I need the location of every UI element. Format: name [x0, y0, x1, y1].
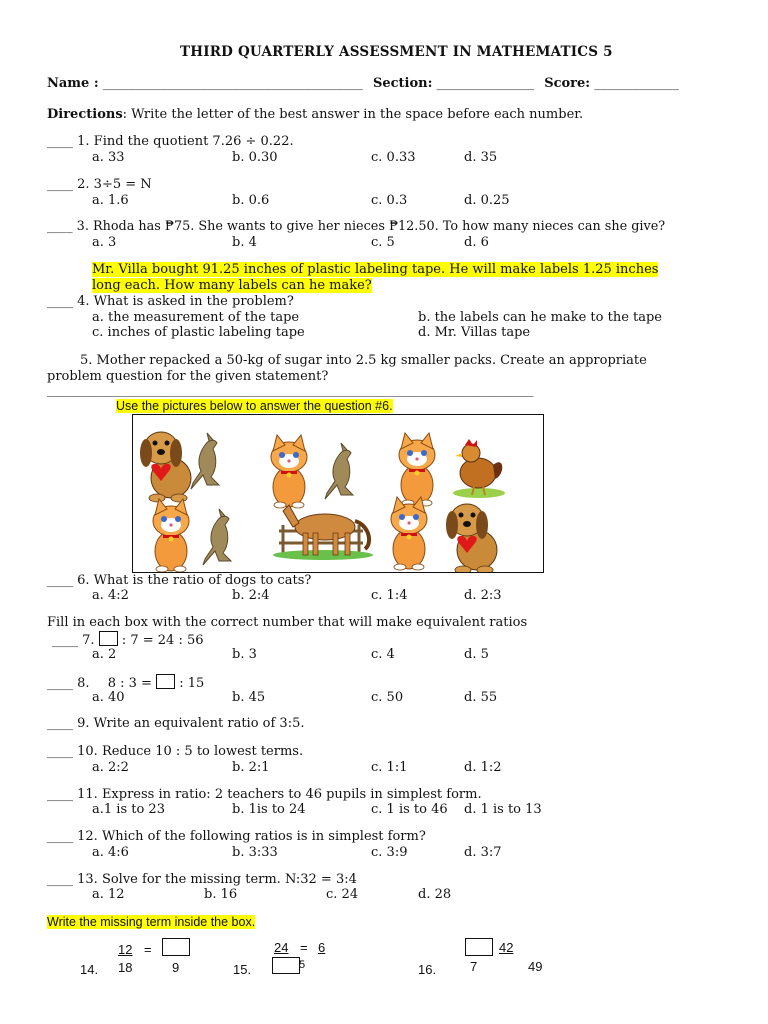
- question-text: 11. Express in ratio: 2 teachers to 46 pupils in simplest form.: [77, 787, 482, 802]
- q13-choice-b: b. 16: [204, 887, 238, 902]
- q15-equals: =: [300, 940, 308, 955]
- answer-blank[interactable]: ____: [47, 716, 73, 731]
- q15-numerator-right: 6: [318, 940, 326, 955]
- q4-choice-c: c. inches of plastic labeling tape: [92, 325, 305, 340]
- question-text: 13. Solve for the missing term. N:32 = 3:4: [77, 872, 357, 887]
- q16-answer-box[interactable]: [465, 938, 493, 956]
- q8-choice-b: b. 45: [232, 690, 266, 705]
- q10-choice-c: c. 1:1: [371, 760, 408, 775]
- q11-choice-a: a.1 is to 23: [92, 802, 165, 817]
- question-5-line-1: 5. Mother repacked a 50-kg of sugar into 2.5 kg smaller packs. Create an appropriate: [80, 353, 647, 368]
- rooster-icon: [453, 439, 505, 498]
- q15-answer-box[interactable]: [272, 957, 300, 974]
- q6-choice-c: c. 1:4: [371, 588, 408, 603]
- q7-choice-c: c. 4: [371, 647, 395, 662]
- question-8: [47, 674, 204, 691]
- question-13: [47, 872, 357, 887]
- q14-numerator-left: 12: [118, 942, 133, 957]
- question-text: 4. What is asked in the problem?: [77, 294, 294, 309]
- question-4: [47, 294, 294, 309]
- answer-blank[interactable]: ____: [47, 872, 73, 887]
- name-row: [47, 76, 679, 91]
- question-5-line-2: problem question for the given statement?: [47, 369, 329, 384]
- name-field[interactable]: ________________________________________: [102, 76, 363, 91]
- ratio-text: 8 : 3 =: [107, 676, 152, 691]
- q4-choice-d: d. Mr. Villas tape: [418, 325, 531, 340]
- problem-line-2: long each. How many labels can he make?: [92, 278, 372, 293]
- q14-number: 14.: [80, 962, 99, 977]
- picture-note: Use the pictures below to answer the question #6.: [116, 399, 393, 413]
- q14-equals: =: [144, 942, 152, 957]
- q11-choice-d: d. 1 is to 13: [464, 802, 542, 817]
- page-title: THIRD QUARTERLY ASSESSMENT IN MATHEMATICS 5: [180, 44, 613, 60]
- animal-pictures: [132, 414, 544, 573]
- directions: [47, 107, 583, 122]
- fill-directions: Fill in each box with the correct number that will make equivalent ratios: [47, 615, 528, 630]
- directions-text: : Write the letter of the best answer in the space before each number.: [122, 107, 584, 122]
- section-field[interactable]: _______________: [436, 76, 535, 91]
- q12-choice-a: a. 4:6: [92, 845, 129, 860]
- q1-choice-b: b. 0.30: [232, 150, 278, 165]
- q4-choice-b: b. the labels can he make to the tape: [418, 310, 663, 325]
- q3-choice-d: d. 6: [464, 235, 489, 250]
- answer-blank[interactable]: ____: [47, 219, 73, 234]
- q13-choice-d: d. 28: [418, 887, 452, 902]
- q7-choice-b: b. 3: [232, 647, 257, 662]
- q13-choice-a: a. 12: [92, 887, 125, 902]
- q4-choice-a: a. the measurement of the tape: [92, 310, 300, 325]
- question-text: 6. What is the ratio of dogs to cats?: [77, 573, 312, 588]
- missing-term-box[interactable]: [99, 631, 118, 646]
- question-9: [47, 716, 304, 731]
- q16-denominator-right: 49: [528, 959, 543, 974]
- name-label: Name :: [47, 76, 99, 91]
- q6-choice-d: d. 2:3: [464, 588, 502, 603]
- score-label: Score:: [544, 76, 591, 91]
- q2-choice-b: b. 0.6: [232, 193, 270, 208]
- q16-numerator-right: 42: [499, 940, 514, 955]
- q2-choice-d: d. 0.25: [464, 193, 510, 208]
- question-text: 12. Which of the following ratios is in simplest form?: [77, 829, 426, 844]
- q14-denominator-right: 9: [172, 960, 180, 975]
- question-6: [47, 573, 311, 588]
- q14-answer-box[interactable]: [162, 938, 190, 956]
- q10-choice-d: d. 1:2: [464, 760, 502, 775]
- q1-choice-a: a. 33: [92, 150, 125, 165]
- q2-choice-a: a. 1.6: [92, 193, 129, 208]
- q7-choice-a: a. 2: [92, 647, 117, 662]
- q6-choice-a: a. 4:2: [92, 588, 129, 603]
- q8-choice-a: a. 40: [92, 690, 125, 705]
- q2-choice-c: c. 0.3: [371, 193, 408, 208]
- answer-blank[interactable]: ____: [47, 829, 73, 844]
- answer-blank[interactable]: ____: [47, 294, 73, 309]
- question-11: [47, 787, 482, 802]
- q14-denominator-left: 18: [118, 960, 133, 975]
- question-1: [47, 134, 294, 149]
- q7-choice-d: d. 5: [464, 647, 489, 662]
- question-10: [47, 744, 303, 759]
- problem-line-1: Mr. Villa bought 91.25 inches of plastic labeling tape. He will make labels 1.25 inches: [92, 262, 659, 277]
- q8-choice-d: d. 55: [464, 690, 498, 705]
- question-3: [47, 219, 665, 234]
- q12-choice-d: d. 3:7: [464, 845, 502, 860]
- ratio-text: : 15: [179, 676, 205, 691]
- answer-blank[interactable]: ____: [47, 177, 73, 192]
- q3-choice-a: a. 3: [92, 235, 117, 250]
- q15-number: 15.: [233, 962, 252, 977]
- missing-term-box[interactable]: [156, 674, 175, 689]
- animal-pictures-art: [133, 415, 543, 572]
- q12-choice-b: b. 3:33: [232, 845, 278, 860]
- q6-choice-b: b. 2:4: [232, 588, 270, 603]
- answer-blank[interactable]: ____: [47, 787, 73, 802]
- score-field[interactable]: _____________: [594, 76, 679, 91]
- question-5-answer-line[interactable]: __________________________________________________________________________________________: [47, 383, 534, 397]
- q10-choice-a: a. 2:2: [92, 760, 129, 775]
- question-text: 1. Find the quotient 7.26 ÷ 0.22.: [77, 134, 294, 149]
- q12-choice-c: c. 3:9: [371, 845, 408, 860]
- question-text: 3. Rhoda has ₱75. She wants to give her nieces ₱12.50. To how many nieces can she give?: [76, 219, 666, 234]
- question-text: 2. 3÷5 = N: [77, 177, 152, 192]
- q15-denominator-right: 5: [299, 959, 306, 971]
- q3-choice-b: b. 4: [232, 235, 257, 250]
- section-label: Section:: [372, 76, 433, 91]
- answer-blank[interactable]: ____: [47, 573, 73, 588]
- q16-number: 16.: [418, 962, 437, 977]
- q16-denominator-left: 7: [470, 959, 478, 974]
- directions-label: Directions: [47, 107, 123, 122]
- q1-choice-c: c. 0.33: [371, 150, 416, 165]
- answer-blank[interactable]: ____: [47, 134, 73, 149]
- question-7: [52, 631, 204, 648]
- ratio-text: : 7 = 24 : 56: [121, 633, 204, 648]
- q13-choice-c: c. 24: [326, 887, 359, 902]
- box-directions: Write the missing term inside the box.: [47, 915, 256, 929]
- q8-choice-c: c. 50: [371, 690, 404, 705]
- q3-choice-c: c. 5: [371, 235, 395, 250]
- question-text: 9. Write an equivalent ratio of 3:5.: [77, 716, 305, 731]
- question-2: [47, 177, 152, 192]
- question-number: 8.: [77, 676, 90, 691]
- q10-choice-b: b. 2:1: [232, 760, 270, 775]
- question-12: [47, 829, 426, 844]
- question-text: 10. Reduce 10 : 5 to lowest terms.: [77, 744, 304, 759]
- q11-choice-c: c. 1 is to 46: [371, 802, 448, 817]
- answer-blank[interactable]: ____: [47, 744, 73, 759]
- question-number: 7.: [82, 633, 95, 648]
- horse-icon: [273, 505, 373, 560]
- answer-blank[interactable]: ____: [47, 676, 73, 691]
- q1-choice-d: d. 35: [464, 150, 498, 165]
- q11-choice-b: b. 1is to 24: [232, 802, 306, 817]
- answer-blank[interactable]: ____: [52, 633, 78, 648]
- q15-numerator-left: 24: [274, 940, 289, 955]
